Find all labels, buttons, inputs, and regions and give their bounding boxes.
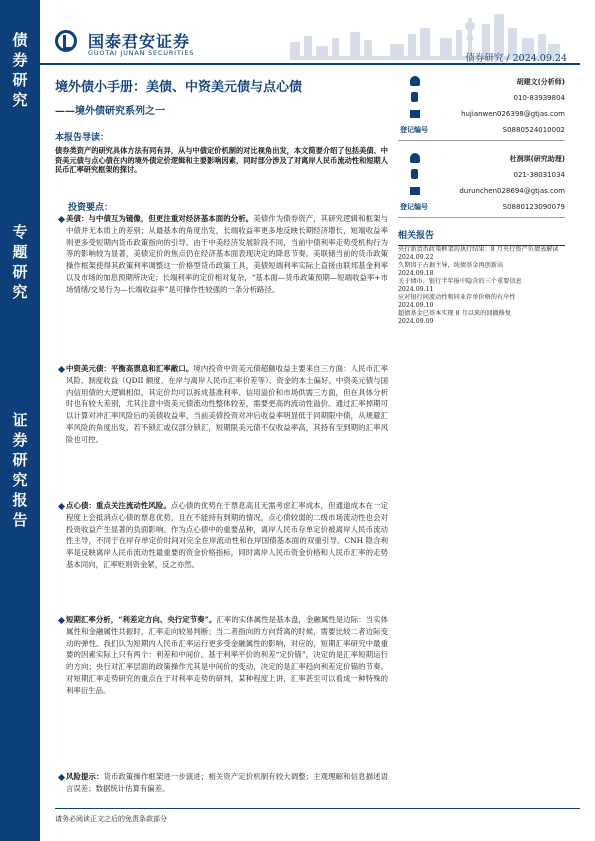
registration-number: S0880123090079 [502, 203, 565, 211]
bullet-icon [58, 366, 65, 373]
disclaimer-note: 请务必阅读正文之后的免责条款部分 [55, 815, 167, 823]
related-report-date: 2024.09.18 [398, 270, 434, 277]
related-report-link[interactable] [398, 310, 568, 326]
company-logo-icon [55, 30, 77, 52]
point-lead: 短期汇率分析，“利差定方向、央行定节奏”。 [66, 615, 217, 624]
related-report-date: 2024.09.11 [398, 286, 434, 293]
sidebar-char: 究 [12, 91, 28, 109]
investment-point [66, 614, 388, 697]
sidebar-char: 券 [12, 431, 28, 449]
sidebar-char: 报 [12, 491, 28, 509]
registration-label: 登记编号 [400, 203, 428, 211]
email-icon [410, 187, 420, 195]
bullet-icon [58, 216, 65, 223]
point-body: 境内投资中资美元债超额收益主要来自三方面：人民币汇率风险、制度收益（QDII 额度、在岸与离岸人民币汇率价差等）、资金的本土偏好。中资美元债与国内信用债的大逻辑相似，其定价均可以拆成基准利率、信用溢价和市场供需三方面，但在具体分析时也有较大差别，尤其注意中资美元债流动性整体较差，需要更高的流动性溢价。通过汇率掉期可以计算对冲汇率风险后的美债收益率，当前美债投资对冲后收益率明显低于同期限中债，从规避汇率风险的角度出发，若不锁汇或仅部分锁汇，短期限美元债不仅收益率高，其持有至到期的汇率风险也可控。 [66, 364, 388, 444]
point-body: 货币政策操作框架进一步演进；相关资产定价机制有较大调整；主观理解和信息描述语言误差；数据统计估算有偏差。 [66, 772, 388, 793]
related-report-date: 2024.09.22 [398, 254, 434, 261]
person-icon [410, 153, 420, 163]
analyst-divider [398, 140, 565, 141]
header-divider [40, 63, 580, 65]
related-reports-list [398, 246, 568, 326]
page-header [40, 0, 595, 70]
report-category-date: 债券研究 / 2024.09.24 [465, 53, 567, 64]
point-lead: 点心债：重点关注流动性风险。 [66, 501, 171, 510]
investment-point [66, 500, 388, 571]
sidebar-char: 研 [12, 71, 28, 89]
analyst-card [400, 153, 565, 217]
sidebar-char: 研 [12, 451, 28, 469]
company-name-en: GUOTAI JUNAN SECURITIES [88, 49, 195, 57]
analyst-card [400, 76, 565, 140]
sidebar-label-securities-report [0, 410, 40, 530]
left-sidebar [0, 0, 40, 841]
sidebar-char: 证 [12, 411, 28, 429]
analyst-email: hujianwen026398@gtjas.com [461, 110, 565, 118]
point-lead: 中资美元债：平衡高票息和汇率敞口。 [66, 364, 194, 373]
analyst-email: durunchen028694@gtjas.com [459, 187, 565, 195]
related-report-title[interactable]: 超债基金已基本实现 8 月以来的回撤修复 [398, 310, 512, 317]
analyst-name: 胡建文(分析师) [516, 78, 565, 86]
related-report-link[interactable] [398, 246, 568, 262]
email-icon [410, 110, 420, 118]
related-report-date: 2024.09.09 [398, 318, 434, 325]
report-subtitle: ——境外债研究系列之一 [55, 106, 165, 117]
related-report-link[interactable] [398, 262, 568, 278]
sidebar-char: 究 [12, 283, 28, 301]
bullet-icon [58, 503, 65, 510]
phone-icon [411, 169, 418, 179]
investment-point [66, 363, 388, 446]
sidebar-char: 券 [12, 51, 28, 69]
company-name: 国泰君安证券 [88, 32, 191, 51]
related-report-link[interactable] [398, 278, 568, 294]
sidebar-char: 研 [12, 263, 28, 281]
sidebar-label-special-research [0, 222, 40, 302]
sidebar-char: 债 [12, 31, 28, 49]
investment-points-heading: 投资要点： [68, 203, 114, 213]
related-report-link[interactable] [398, 294, 568, 310]
bullet-icon [58, 774, 65, 781]
point-body: 点心债的优势在于票息高且无需考虑汇率成本，但通道成本在一定程度上会抵消点心债的票息优势，且在不能持有到期的情况，点心债较弱的二级市场流动性也会对投资收益产生显著的负面影响。作为点心债中的重要品种，离岸人民币存单定价被离岸人民币流动性主导，不同于在岸存单定价时间对完全在岸流动性和在岸国债基本面的双重引导。CNH 隐含利率是反映离岸人民币流动性最重要的资金价格指标，同时离岸人民币资金价格和人民币汇率的走势基本同向，汇率贬则资金紧，反之亦然。 [66, 501, 388, 569]
point-body: 美债作为债券资产，其研究逻辑和框架与中债并无本质上的差别；从最基本的角度出发，长端收益率更多地反映长期经济增长，短端收益率则更多受短期内货币政策指向的引导。由于中美经济发展阶段不同，当前中债利率走势受机构行为等的影响较为显著，美债定价的焦点仍在经济基本面表现决定的降息节奏。美联储当前的货币政策操作框架使得其政策利率调整这一价格型货币政策工具，美债短端利率实际上直接由联邦基金利率以及市场的加息预期所决定；长端利率的定价相对复杂，“基本面—货币政策预期—短端收益率+市场情绪/交易行为—长端收益率”是可操作性较强的一条分析路径。 [66, 214, 388, 294]
risk-warning [66, 771, 388, 795]
related-report-date: 2024.09.10 [398, 302, 434, 309]
phone-icon [411, 92, 418, 102]
related-report-title[interactable]: 应对银行间流动性和同业存单价格的有序性 [398, 294, 516, 301]
related-report-title[interactable]: 关于债市，银行半年报中隐含的三个重要信息 [398, 278, 522, 285]
point-lead: 美债：与中债互为镜像，但更注重对经济基本面的分析。 [66, 214, 254, 223]
sidebar-char: 究 [12, 471, 28, 489]
related-reports-heading: 相关报告 [398, 228, 565, 246]
analyst-phone: 021-38031034 [513, 171, 565, 179]
sidebar-char: 专 [12, 223, 28, 241]
sidebar-label-bond-research [0, 30, 40, 110]
sidebar-char: 告 [12, 511, 28, 529]
investment-point [66, 213, 388, 296]
analyst-phone: 010-83939804 [513, 94, 565, 102]
point-lead: 风险提示： [66, 772, 104, 781]
guide-heading: 本报告导读： [55, 133, 110, 143]
report-title: 境外债小手册：美债、中资美元债与点心债 [55, 80, 303, 95]
footer-divider [55, 808, 580, 809]
bullet-icon [58, 617, 65, 624]
guide-summary: 债券类资产的研究具体方法有同有异，从与中债定价机制的对比视角出发，本文简要介绍了包括美债、中资美元债与点心债在内的境外债定价逻辑和主要影响因素，同时部分涉及了对离岸人民币流动性和短期人民币汇率研究框架的探讨。 [55, 146, 388, 175]
related-report-title[interactable]: 久期因子占据主导，纯债基金再创新高 [398, 262, 504, 269]
analyst-name: 杜润琪(研究助理) [509, 155, 565, 163]
point-body: 汇率的实体属性是基本盘，金融属性是边际：当实体属性和金融属性共振时，汇率走向较易判断；当二者指向的方向背离的时候，需要比较二者边际变动的弹性。我们认为短期内人民币汇率运行更多受金融属性的影响，对应的，短期汇率研究中最重要的因素实际上只有两个：利差和中间价。基于利率平价的利差“定价锚”，决定的是汇率短期运行的方向；央行对汇率层面的政策操作尤其是中间价的变动，决定的是汇率趋向利差定价锚的节奏。对短期汇率走势研究的重点在于对利率走势的研判，某种程度上讲，汇率甚至可以看成一种特殊的利率衍生品。 [66, 615, 388, 695]
related-report-title[interactable]: 央行新货币政策框架的执行结果：8 月央行资产负债表解读 [398, 246, 559, 253]
sidebar-char: 题 [12, 243, 28, 261]
registration-number: S0880524010002 [502, 126, 565, 134]
analyst-divider [398, 217, 565, 218]
person-icon [410, 76, 420, 86]
registration-label: 登记编号 [400, 126, 428, 134]
